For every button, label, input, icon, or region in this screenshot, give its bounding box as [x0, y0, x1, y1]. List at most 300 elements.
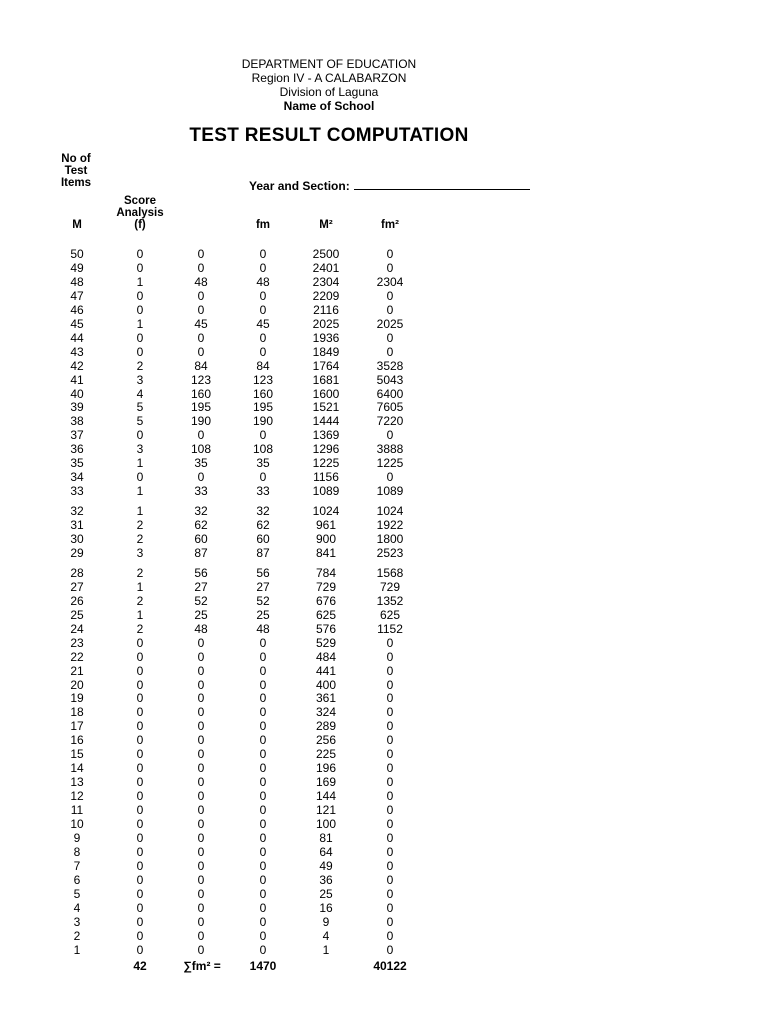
cell-fm: 0	[259, 260, 267, 275]
cell-m: 19	[70, 691, 84, 706]
cell-f: 1	[136, 504, 144, 519]
cell-fm-squared: 0	[386, 330, 394, 345]
cell-fm: 0	[259, 775, 267, 790]
cell-fm: 0	[259, 247, 267, 261]
cell-fm: 190	[252, 414, 274, 429]
cell-fm: 27	[256, 579, 270, 594]
cell-fm-squared: 0	[386, 817, 394, 831]
total-f: 42	[133, 959, 147, 973]
cell-fx: 0	[197, 330, 205, 345]
cell-fm-squared: 625	[379, 607, 401, 622]
cell-fm: 160	[252, 386, 274, 401]
cell-fx: 33	[194, 484, 208, 499]
cell-fm-squared: 1568	[376, 565, 404, 580]
cell-fm: 0	[259, 677, 267, 692]
cell-fm: 25	[256, 607, 270, 622]
cell-f: 0	[136, 914, 144, 929]
cell-f: 5	[136, 414, 144, 429]
cell-m: 49	[70, 260, 84, 275]
cell-f: 0	[136, 844, 144, 859]
cell-fm-squared: 1089	[376, 484, 404, 499]
cell-f: 2	[136, 532, 144, 546]
cell-f: 0	[136, 719, 144, 734]
cell-f: 0	[136, 747, 144, 762]
cell-fm-squared: 2025	[376, 316, 404, 331]
cell-m: 9	[73, 830, 81, 845]
cell-m: 29	[70, 545, 84, 560]
cell-f: 1	[136, 484, 144, 499]
cell-fm-squared: 6400	[376, 386, 404, 401]
cell-fm-squared: 1922	[376, 518, 404, 533]
cell-fx: 32	[194, 504, 208, 519]
header-region: Region IV - A CALABARZON	[251, 71, 407, 85]
cell-fx: 0	[197, 470, 205, 485]
cell-fm-squared: 0	[386, 747, 394, 762]
cell-fx: 0	[197, 302, 205, 317]
cell-fm: 0	[259, 803, 267, 818]
cell-m-squared: 1	[322, 942, 330, 957]
cell-fm-squared: 7220	[376, 414, 404, 429]
cell-m: 17	[70, 719, 84, 734]
cell-fm-squared: 0	[386, 288, 394, 303]
cell-fx: 123	[190, 372, 212, 387]
cell-m: 8	[73, 844, 81, 859]
cell-m-squared: 100	[315, 817, 337, 831]
cell-fx: 60	[194, 532, 208, 546]
cell-m-squared: 1764	[312, 358, 340, 373]
cell-fx: 27	[194, 579, 208, 594]
cell-fx: 0	[197, 663, 205, 678]
cell-m-squared: 841	[315, 545, 337, 560]
cell-fm-squared: 0	[386, 789, 394, 804]
cell-fm: 0	[259, 900, 267, 915]
cell-fx: 0	[197, 747, 205, 762]
cell-fm: 0	[259, 663, 267, 678]
cell-f: 0	[136, 428, 144, 443]
cell-m-squared: 2401	[312, 260, 340, 275]
cell-fm-squared: 0	[386, 942, 394, 957]
cell-f: 0	[136, 775, 144, 790]
cell-m-squared: 64	[319, 844, 333, 859]
cell-fm: 123	[252, 372, 274, 387]
cell-f: 0	[136, 649, 144, 664]
items-label-line-3: Items	[60, 177, 92, 189]
cell-m: 23	[70, 635, 84, 650]
cell-fx: 195	[190, 400, 212, 415]
cell-m-squared: 484	[315, 649, 337, 664]
cell-fx: 0	[197, 858, 205, 873]
cell-fx: 0	[197, 247, 205, 261]
cell-m: 36	[70, 442, 84, 457]
cell-f: 2	[136, 518, 144, 533]
cell-fm: 0	[259, 858, 267, 873]
cell-m-squared: 225	[315, 747, 337, 762]
cell-f: 4	[136, 386, 144, 401]
cell-fm-squared: 0	[386, 914, 394, 929]
year-and-section-field	[249, 178, 530, 193]
cell-fm-squared: 2523	[376, 545, 404, 560]
cell-f: 2	[136, 565, 144, 580]
cell-m: 38	[70, 414, 84, 429]
cell-m: 27	[70, 579, 84, 594]
cell-f: 0	[136, 344, 144, 359]
cell-f: 0	[136, 330, 144, 345]
cell-m-squared: 361	[315, 691, 337, 706]
cell-fm-squared: 0	[386, 635, 394, 650]
cell-f: 0	[136, 260, 144, 275]
page-title: TEST RESULT COMPUTATION	[189, 125, 469, 146]
cell-m: 10	[70, 817, 84, 831]
cell-m: 3	[73, 914, 81, 929]
cell-fm: 0	[259, 470, 267, 485]
cell-fx: 0	[197, 872, 205, 887]
cell-m: 30	[70, 532, 84, 546]
cell-m: 33	[70, 484, 84, 499]
cell-f: 0	[136, 858, 144, 873]
score-label-line-2: Analysis	[116, 207, 164, 219]
sum-fm-squared-label: ∑fm² =	[183, 959, 221, 973]
cell-m: 12	[70, 789, 84, 804]
cell-m: 20	[70, 677, 84, 692]
cell-fx: 0	[197, 928, 205, 943]
cell-fm: 195	[252, 400, 274, 415]
cell-f: 0	[136, 635, 144, 650]
cell-fm: 0	[259, 817, 267, 831]
cell-fx: 0	[197, 649, 205, 664]
cell-m: 45	[70, 316, 84, 331]
cell-m: 7	[73, 858, 81, 873]
cell-fm-squared: 0	[386, 928, 394, 943]
cell-fx: 0	[197, 635, 205, 650]
cell-m-squared: 961	[315, 518, 337, 533]
no-of-test-items-label	[46, 153, 106, 189]
cell-fm-squared: 729	[379, 579, 401, 594]
cell-m: 42	[70, 358, 84, 373]
cell-m-squared: 1089	[312, 484, 340, 499]
cell-m: 46	[70, 302, 84, 317]
cell-m: 37	[70, 428, 84, 443]
score-label-line-3: (f)	[134, 219, 146, 231]
cell-m-squared: 36	[319, 872, 333, 887]
cell-fx: 0	[197, 677, 205, 692]
header-department: DEPARTMENT OF EDUCATION	[241, 57, 417, 71]
cell-m: 41	[70, 372, 84, 387]
cell-f: 0	[136, 817, 144, 831]
cell-m: 40	[70, 386, 84, 401]
cell-fm: 0	[259, 789, 267, 804]
cell-fx: 48	[194, 621, 208, 636]
score-analysis-label	[100, 195, 180, 231]
cell-fm: 0	[259, 330, 267, 345]
cell-m: 34	[70, 470, 84, 485]
cell-fm-squared: 1024	[376, 504, 404, 519]
cell-fx: 0	[197, 886, 205, 901]
cell-m-squared: 1681	[312, 372, 340, 387]
cell-fm-squared: 0	[386, 872, 394, 887]
cell-m: 28	[70, 565, 84, 580]
cell-m-squared: 169	[315, 775, 337, 790]
cell-fm: 32	[256, 504, 270, 519]
cell-fm-squared: 0	[386, 470, 394, 485]
cell-f: 0	[136, 872, 144, 887]
cell-m-squared: 25	[319, 886, 333, 901]
cell-fx: 0	[197, 803, 205, 818]
cell-m: 5	[73, 886, 81, 901]
cell-m-squared: 784	[315, 565, 337, 580]
cell-m: 25	[70, 607, 84, 622]
cell-m-squared: 1936	[312, 330, 340, 345]
cell-fm-squared: 0	[386, 803, 394, 818]
cell-fx: 108	[190, 442, 212, 457]
cell-f: 0	[136, 900, 144, 915]
cell-fm-squared: 0	[386, 677, 394, 692]
cell-fm-squared: 0	[386, 775, 394, 790]
cell-m-squared: 289	[315, 719, 337, 734]
cell-m: 16	[70, 733, 84, 748]
cell-fm-squared: 5043	[376, 372, 404, 387]
cell-fm: 108	[252, 442, 274, 457]
cell-fx: 0	[197, 914, 205, 929]
cell-f: 0	[136, 663, 144, 678]
cell-f: 1	[136, 607, 144, 622]
cell-fm-squared: 2304	[376, 274, 404, 289]
cell-fx: 0	[197, 733, 205, 748]
cell-m-squared: 2304	[312, 274, 340, 289]
cell-fm-squared: 0	[386, 886, 394, 901]
cell-fm-squared: 0	[386, 705, 394, 720]
cell-m: 21	[70, 663, 84, 678]
cell-fm-squared: 7605	[376, 400, 404, 415]
cell-f: 0	[136, 733, 144, 748]
cell-fm-squared: 0	[386, 858, 394, 873]
cell-f: 2	[136, 358, 144, 373]
year-and-section-label: Year and Section:	[249, 179, 350, 193]
cell-m-squared: 4	[322, 928, 330, 943]
cell-m-squared: 576	[315, 621, 337, 636]
cell-m: 22	[70, 649, 84, 664]
cell-fm: 35	[256, 456, 270, 471]
cell-m: 2	[73, 928, 81, 943]
cell-fm: 52	[256, 593, 270, 608]
cell-m: 18	[70, 705, 84, 720]
cell-fm: 60	[256, 532, 270, 546]
cell-m: 14	[70, 761, 84, 776]
cell-fx: 0	[197, 719, 205, 734]
cell-m-squared: 1024	[312, 504, 340, 519]
cell-fm-squared: 0	[386, 247, 394, 261]
cell-fm: 0	[259, 761, 267, 776]
cell-fx: 0	[197, 789, 205, 804]
cell-m-squared: 256	[315, 733, 337, 748]
cell-fx: 0	[197, 705, 205, 720]
cell-fm-squared: 0	[386, 649, 394, 664]
cell-fm-squared: 3888	[376, 442, 404, 457]
cell-fx: 87	[194, 545, 208, 560]
cell-m: 13	[70, 775, 84, 790]
score-label-line-1: Score	[124, 195, 156, 207]
cell-fx: 0	[197, 830, 205, 845]
cell-fm: 0	[259, 830, 267, 845]
cell-fm-squared: 0	[386, 719, 394, 734]
cell-m-squared: 49	[319, 858, 333, 873]
cell-f: 0	[136, 803, 144, 818]
cell-m: 50	[70, 247, 84, 261]
cell-fm-squared: 0	[386, 691, 394, 706]
cell-fm: 0	[259, 872, 267, 887]
cell-m-squared: 16	[319, 900, 333, 915]
cell-f: 0	[136, 928, 144, 943]
cell-f: 2	[136, 593, 144, 608]
cell-fm: 0	[259, 914, 267, 929]
cell-f: 5	[136, 400, 144, 415]
cell-fm: 48	[256, 274, 270, 289]
cell-m-squared: 1849	[312, 344, 340, 359]
cell-m-squared: 1296	[312, 442, 340, 457]
cell-fx: 0	[197, 942, 205, 957]
cell-fm: 0	[259, 719, 267, 734]
cell-m-squared: 1225	[312, 456, 340, 471]
cell-fm: 0	[259, 691, 267, 706]
cell-fx: 0	[197, 428, 205, 443]
cell-fm: 0	[259, 344, 267, 359]
cell-m-squared: 1600	[312, 386, 340, 401]
cell-fm-squared: 0	[386, 428, 394, 443]
cell-fx: 0	[197, 761, 205, 776]
cell-m: 6	[73, 872, 81, 887]
cell-m-squared: 900	[315, 532, 337, 546]
cell-fm-squared: 0	[386, 900, 394, 915]
cell-fx: 0	[197, 691, 205, 706]
cell-fm: 0	[259, 886, 267, 901]
cell-fx: 0	[197, 288, 205, 303]
cell-m-squared: 1521	[312, 400, 340, 415]
cell-f: 1	[136, 274, 144, 289]
column-header-fm-squared: fm²	[381, 219, 399, 231]
total-fm-squared: 40122	[373, 959, 407, 973]
cell-f: 0	[136, 789, 144, 804]
cell-m: 11	[70, 803, 84, 818]
items-label-line-2: Test	[64, 165, 88, 177]
items-label-line-1: No of	[61, 153, 91, 165]
cell-m-squared: 2116	[313, 302, 339, 317]
cell-fx: 62	[194, 518, 208, 533]
cell-m-squared: 9	[322, 914, 330, 929]
cell-m: 47	[70, 288, 84, 303]
cell-m-squared: 2025	[312, 316, 340, 331]
cell-m-squared: 441	[315, 663, 337, 678]
cell-fx: 56	[194, 565, 208, 580]
cell-fx: 48	[194, 274, 208, 289]
cell-m-squared: 2500	[312, 247, 340, 261]
cell-m: 24	[70, 621, 84, 636]
cell-f: 1	[136, 579, 144, 594]
cell-fm: 0	[259, 733, 267, 748]
cell-f: 3	[136, 442, 144, 457]
cell-m: 48	[70, 274, 84, 289]
cell-m-squared: 625	[315, 607, 337, 622]
cell-m-squared: 144	[315, 789, 337, 804]
cell-m-squared: 196	[315, 761, 337, 776]
cell-fm: 0	[259, 942, 267, 957]
cell-fx: 35	[194, 456, 208, 471]
cell-fm: 0	[259, 302, 267, 317]
cell-fx: 0	[197, 844, 205, 859]
cell-fm-squared: 0	[386, 260, 394, 275]
cell-f: 0	[136, 830, 144, 845]
cell-m-squared: 324	[315, 705, 337, 720]
cell-m-squared: 121	[315, 803, 337, 818]
cell-f: 0	[136, 886, 144, 901]
cell-fx: 25	[194, 607, 208, 622]
cell-f: 0	[136, 288, 144, 303]
cell-m: 31	[70, 518, 84, 533]
cell-fm: 0	[259, 928, 267, 943]
cell-m: 26	[70, 593, 84, 608]
cell-m: 44	[70, 330, 84, 345]
cell-m-squared: 529	[315, 635, 337, 650]
cell-fm-squared: 1352	[376, 593, 404, 608]
cell-fm: 48	[256, 621, 270, 636]
column-header-m-squared: M²	[319, 219, 333, 231]
cell-fm: 45	[256, 316, 270, 331]
cell-fm-squared: 1152	[377, 621, 403, 636]
cell-fm: 84	[256, 358, 270, 373]
cell-fm: 33	[256, 484, 270, 499]
cell-fm-squared: 0	[386, 302, 394, 317]
cell-fx: 0	[197, 900, 205, 915]
total-fm: 1470	[249, 959, 277, 973]
cell-m: 43	[70, 344, 84, 359]
cell-m-squared: 1444	[312, 414, 340, 429]
cell-fm-squared: 0	[386, 663, 394, 678]
cell-fx: 190	[190, 414, 212, 429]
cell-fm: 56	[256, 565, 270, 580]
cell-f: 0	[136, 247, 144, 261]
cell-m-squared: 2209	[312, 288, 340, 303]
cell-fm: 0	[259, 844, 267, 859]
cell-fx: 0	[197, 344, 205, 359]
cell-fm-squared: 0	[386, 844, 394, 859]
cell-f: 0	[136, 691, 144, 706]
cell-m-squared: 81	[319, 830, 333, 845]
year-and-section-blank	[354, 178, 530, 190]
cell-m-squared: 676	[315, 593, 337, 608]
cell-fm-squared: 0	[386, 733, 394, 748]
column-header-m: M	[72, 219, 82, 231]
cell-f: 1	[136, 456, 144, 471]
cell-fm-squared: 1800	[376, 532, 404, 546]
cell-fx: 160	[190, 386, 212, 401]
cell-fm: 87	[256, 545, 270, 560]
cell-f: 0	[136, 942, 144, 957]
cell-fx: 0	[197, 775, 205, 790]
cell-fm: 0	[259, 428, 267, 443]
cell-m-squared: 729	[315, 579, 337, 594]
cell-fx: 45	[194, 316, 208, 331]
cell-fm: 62	[256, 518, 270, 533]
cell-m: 15	[70, 747, 84, 762]
cell-f: 3	[136, 372, 144, 387]
cell-fm-squared: 0	[386, 344, 394, 359]
header-division: Division of Laguna	[279, 85, 379, 99]
cell-m-squared: 1156	[313, 470, 339, 485]
header-school-name: Name of School	[283, 99, 375, 113]
cell-m: 32	[70, 504, 84, 519]
cell-f: 2	[136, 621, 144, 636]
cell-f: 0	[136, 677, 144, 692]
cell-m: 39	[70, 400, 84, 415]
cell-fm: 0	[259, 649, 267, 664]
